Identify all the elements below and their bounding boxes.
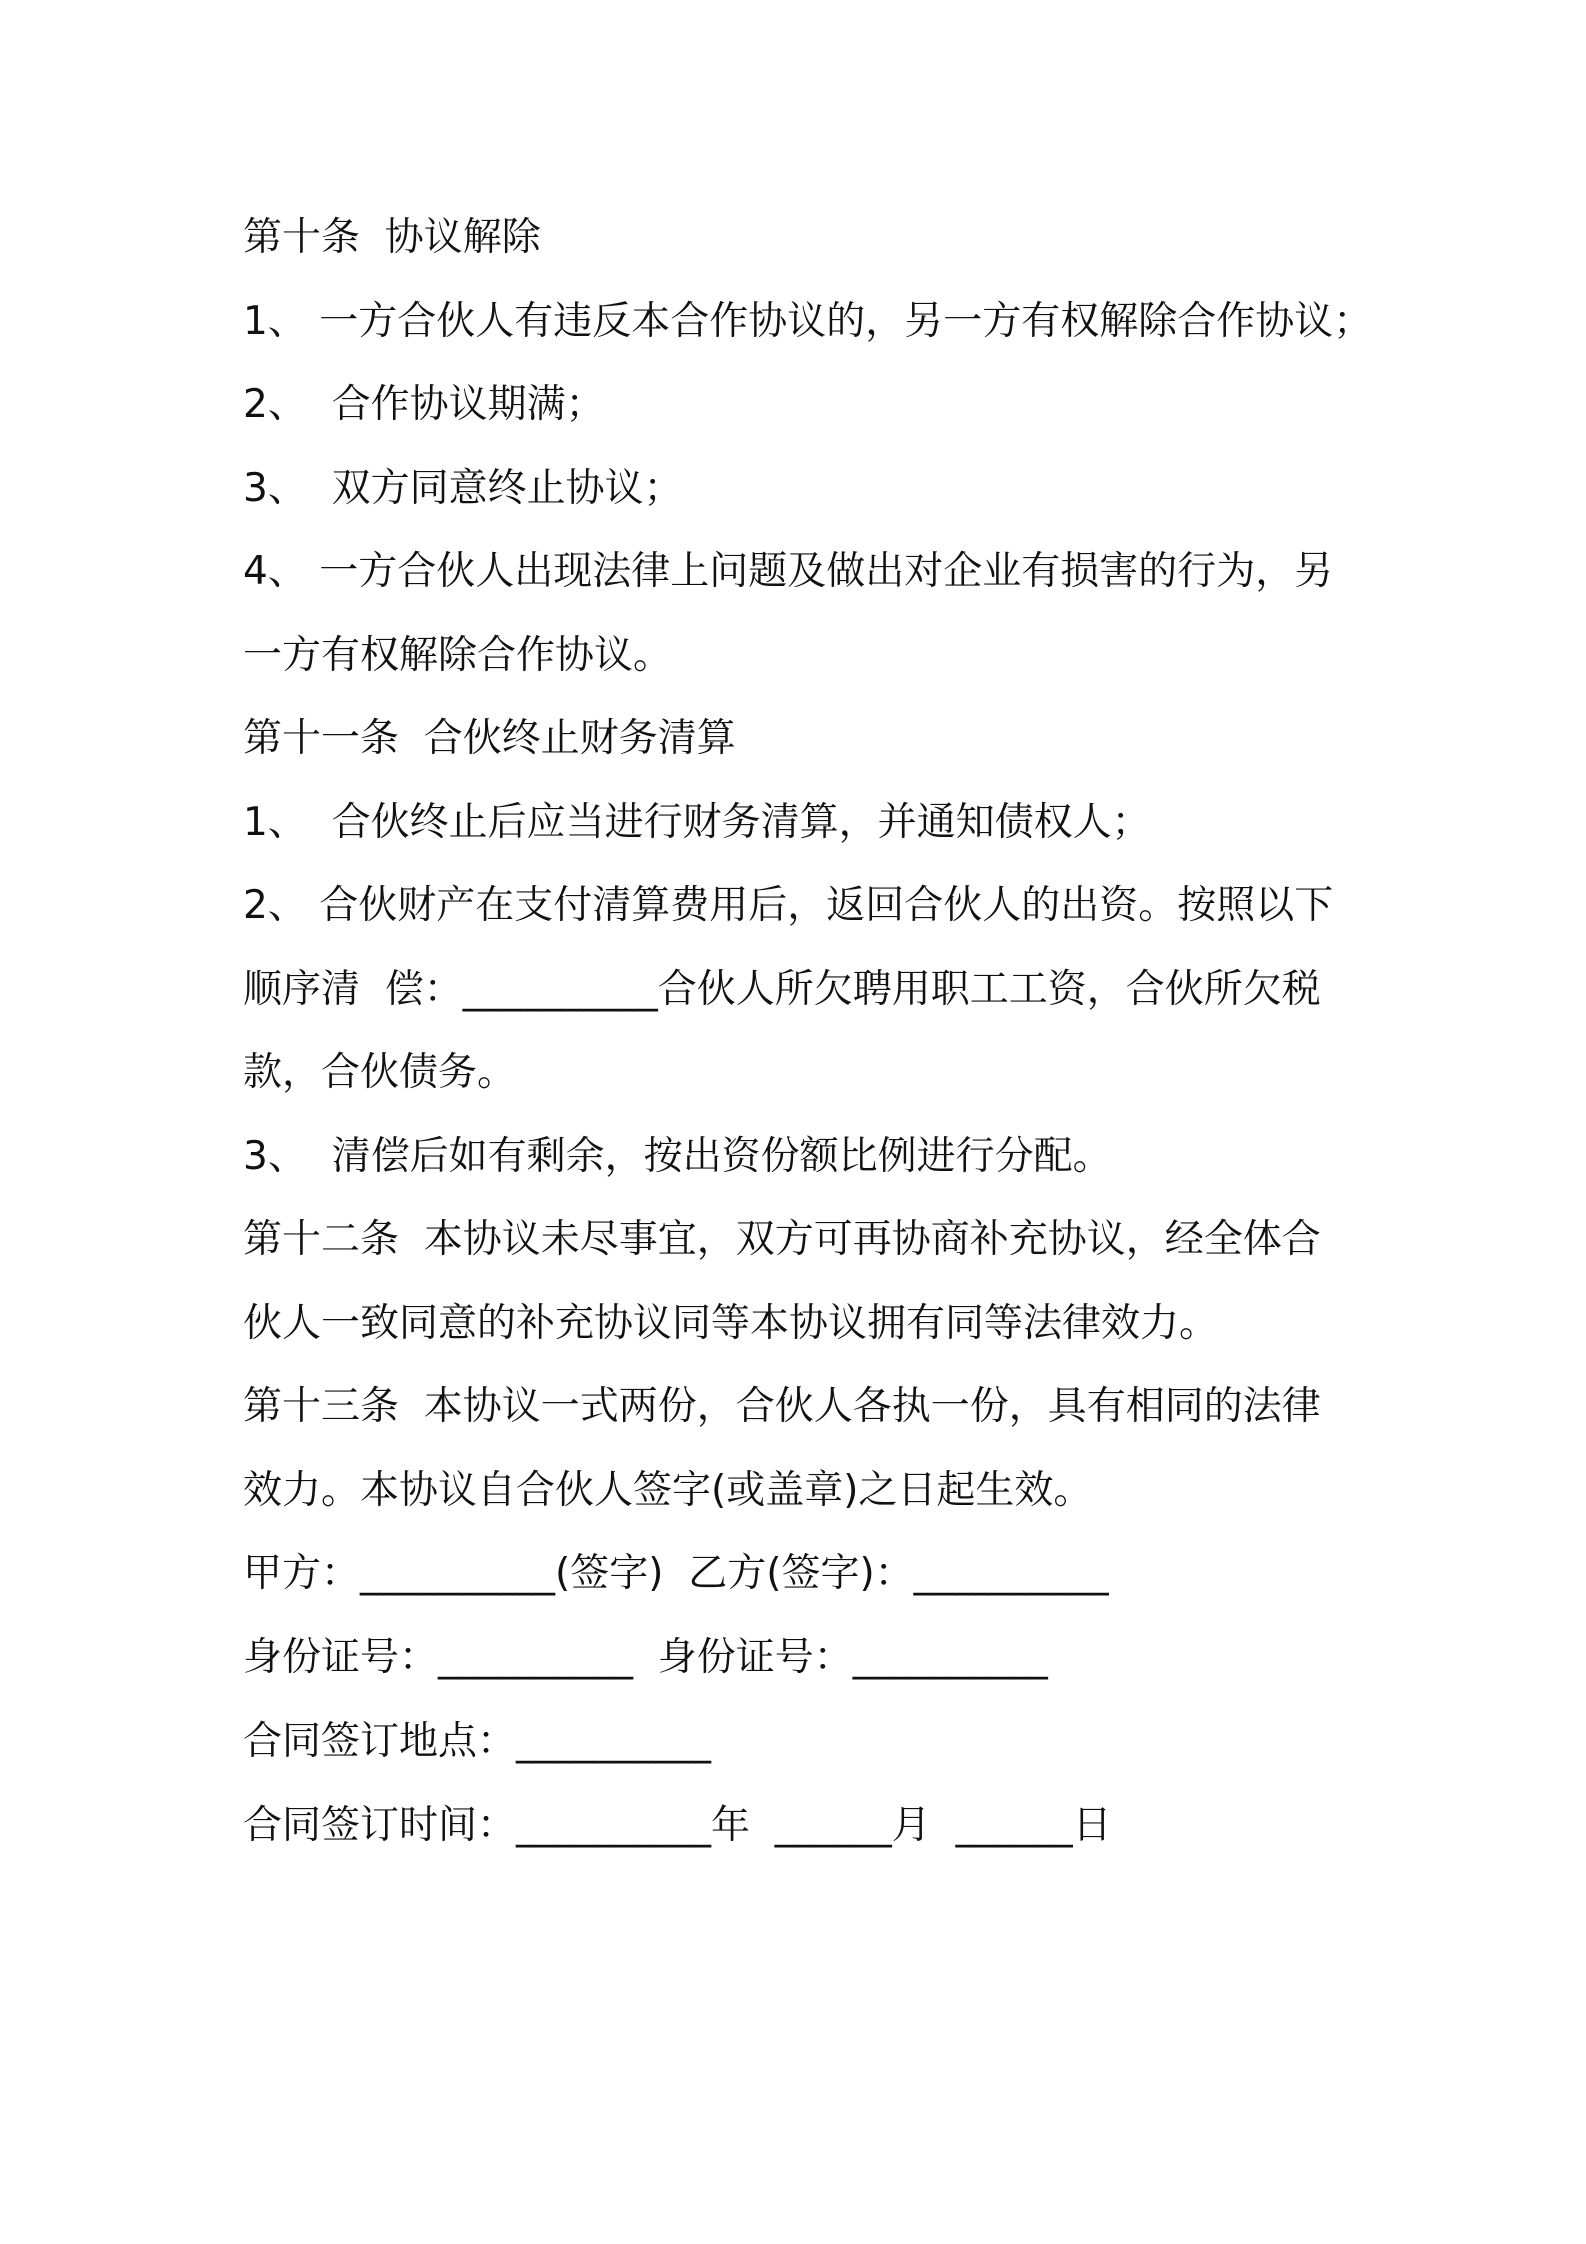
article-10-clause-2: 2、 合作协议期满； (243, 382, 605, 427)
article-10-heading: 第十条 协议解除 (243, 215, 541, 260)
article-10-clause-1: 1、 一方合伙人有违反本合作协议的，另一方有权解除合作协议； (243, 298, 1373, 344)
article-12-cont: 伙人一致同意的补充协议同等本协议拥有同等法律效力。 (243, 1300, 1219, 1346)
article-11-heading: 第十一条 合伙终止财务清算 (243, 716, 736, 761)
article-12: 第十二条 本协议未尽事宜，双方可再协商补充协议，经全体合 (243, 1217, 1321, 1262)
signing-place-line: 合同签订地点：__________ (243, 1719, 712, 1764)
article-11-clause-2: 2、 合伙财产在支付清算费用后，返回合伙人的出资。按照以下 (243, 883, 1334, 928)
article-10-clause-4-cont: 一方有权解除合作协议。 (243, 632, 673, 678)
contract-body (243, 196, 1373, 1868)
article-10-clause-3: 3、 双方同意终止协议； (243, 465, 683, 511)
article-13-cont: 效力。本协议自合伙人签字(或盖章)之日起生效。 (243, 1467, 1093, 1513)
article-11-clause-3: 3、 清偿后如有剩余，按出资份额比例进行分配。 (243, 1133, 1112, 1179)
article-11-clause-2-cont-1: 顺序清 偿：__________合伙人所欠聘用职工工资，合伙所欠税 (243, 966, 1321, 1012)
article-11-clause-1: 1、 合伙终止后应当进行财务清算，并通知债权人； (243, 799, 1151, 845)
party-signature-line: 甲方：__________(签字) 乙方(签字)：__________ (243, 1551, 1109, 1596)
signing-date-line: 合同签订时间：__________年 ______月 ______日 (243, 1803, 1112, 1848)
article-10-clause-4: 4、 一方合伙人出现法律上问题及做出对企业有损害的行为，另 (243, 549, 1334, 594)
id-number-line: 身份证号：__________ 身份证号：__________ (243, 1635, 1048, 1680)
article-11-clause-2-cont-2: 款，合伙债务。 (243, 1050, 517, 1095)
article-13: 第十三条 本协议一式两份，合伙人各执一份，具有相同的法律 (243, 1384, 1321, 1429)
